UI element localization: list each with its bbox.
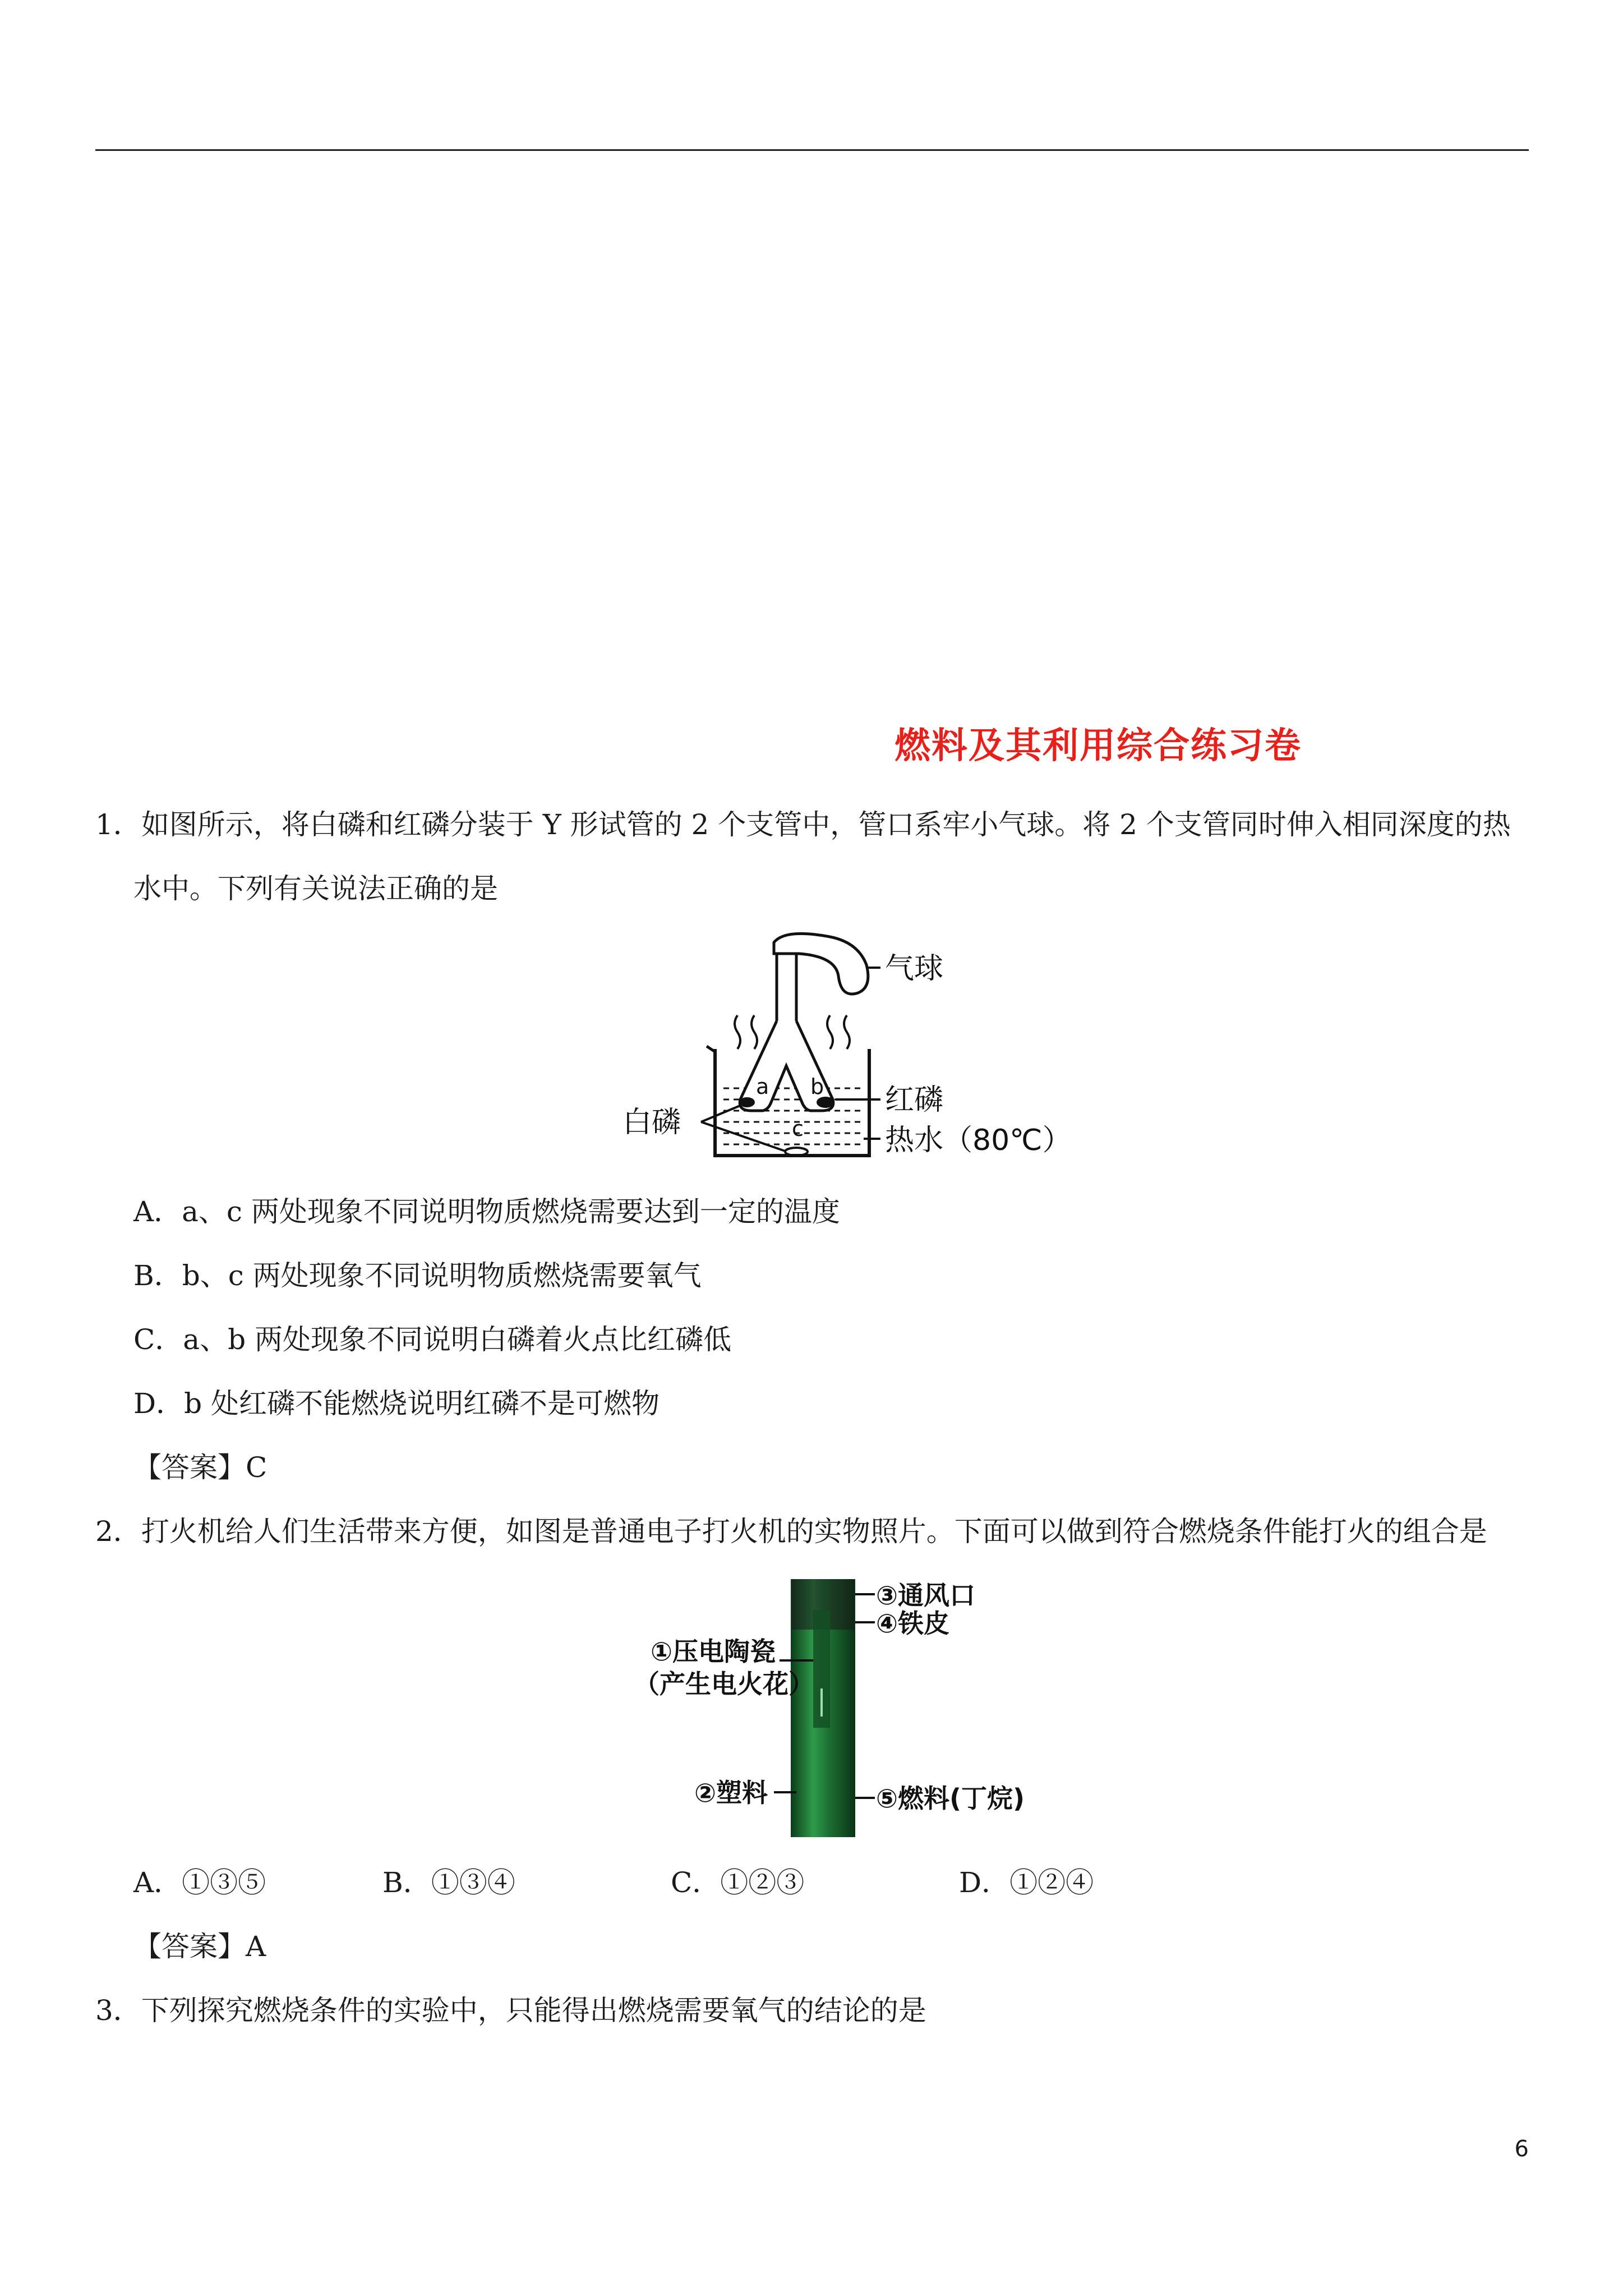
balloon xyxy=(774,933,868,994)
q1-option-a: A．a、c 两处现象不同说明物质燃烧需要达到一定的温度 xyxy=(133,1195,840,1228)
label-plastic: ②塑料 xyxy=(694,1778,768,1808)
y-tube-experiment-figure xyxy=(617,931,1077,1167)
header-rule xyxy=(95,149,1529,151)
lighter-photo-figure xyxy=(628,1576,1054,1840)
label-hot-water: 热水（80℃） xyxy=(885,1124,1072,1157)
q1-option-d: D．b 处红磷不能燃烧说明红磷不是可燃物 xyxy=(133,1387,660,1420)
label-c: c xyxy=(792,1116,804,1141)
label-iron-shell: ④铁皮 xyxy=(876,1608,949,1639)
label-balloon: 气球 xyxy=(885,952,944,986)
question-3 xyxy=(95,1994,926,2027)
label-vent: ③通风口 xyxy=(876,1580,975,1611)
label-red-phosphorus: 红磷 xyxy=(885,1083,944,1117)
label-a: a xyxy=(756,1074,769,1099)
label-piezo-note: （产生电火花） xyxy=(634,1669,814,1699)
question-3-number: 3． xyxy=(95,1994,141,2027)
q1-option-c: C．a、b 两处现象不同说明白磷着火点比红磷低 xyxy=(133,1323,731,1356)
question-1-text-line2: 水中。下列有关说法正确的是 xyxy=(133,872,498,905)
question-2-text: 打火机给人们生活带来方便，如图是普通电子打火机的实物照片。下面可以做到符合燃烧条件能打火的组合是 xyxy=(141,1515,1487,1548)
document-title: 燃料及其利用综合练习卷 xyxy=(895,725,1302,767)
question-1-number: 1． xyxy=(95,808,141,841)
question-3-text: 下列探究燃烧条件的实验中，只能得出燃烧需要氧气的结论的是 xyxy=(141,1994,926,2027)
page-number: 6 xyxy=(1514,2136,1529,2162)
q2-option-a: A．①③⑤ xyxy=(133,1866,266,1899)
question-1-text-line1: 如图所示，将白磷和红磷分装于 Y 形试管的 2 个支管中，管口系牢小气球。将 2 个支管同时伸入相同深度的热 xyxy=(141,808,1511,841)
q2-option-d: D．①②④ xyxy=(959,1866,1094,1899)
label-piezo: ①压电陶瓷 xyxy=(651,1636,776,1667)
q1-option-b: B．b、c 两处现象不同说明物质燃烧需要氧气 xyxy=(133,1259,702,1292)
q2-answer: 【答案】A xyxy=(133,1930,266,1963)
q1-answer: 【答案】C xyxy=(133,1451,268,1484)
question-2 xyxy=(95,1515,1487,1548)
question-2-number: 2． xyxy=(95,1515,141,1548)
label-white-phosphorus: 白磷 xyxy=(623,1106,681,1139)
q2-option-c: C．①②③ xyxy=(671,1866,805,1899)
question-1 xyxy=(95,808,1511,841)
label-fuel: ⑤燃料(丁烷) xyxy=(876,1783,1025,1814)
q2-option-b: B．①③④ xyxy=(382,1866,515,1899)
label-b: b xyxy=(810,1074,824,1099)
